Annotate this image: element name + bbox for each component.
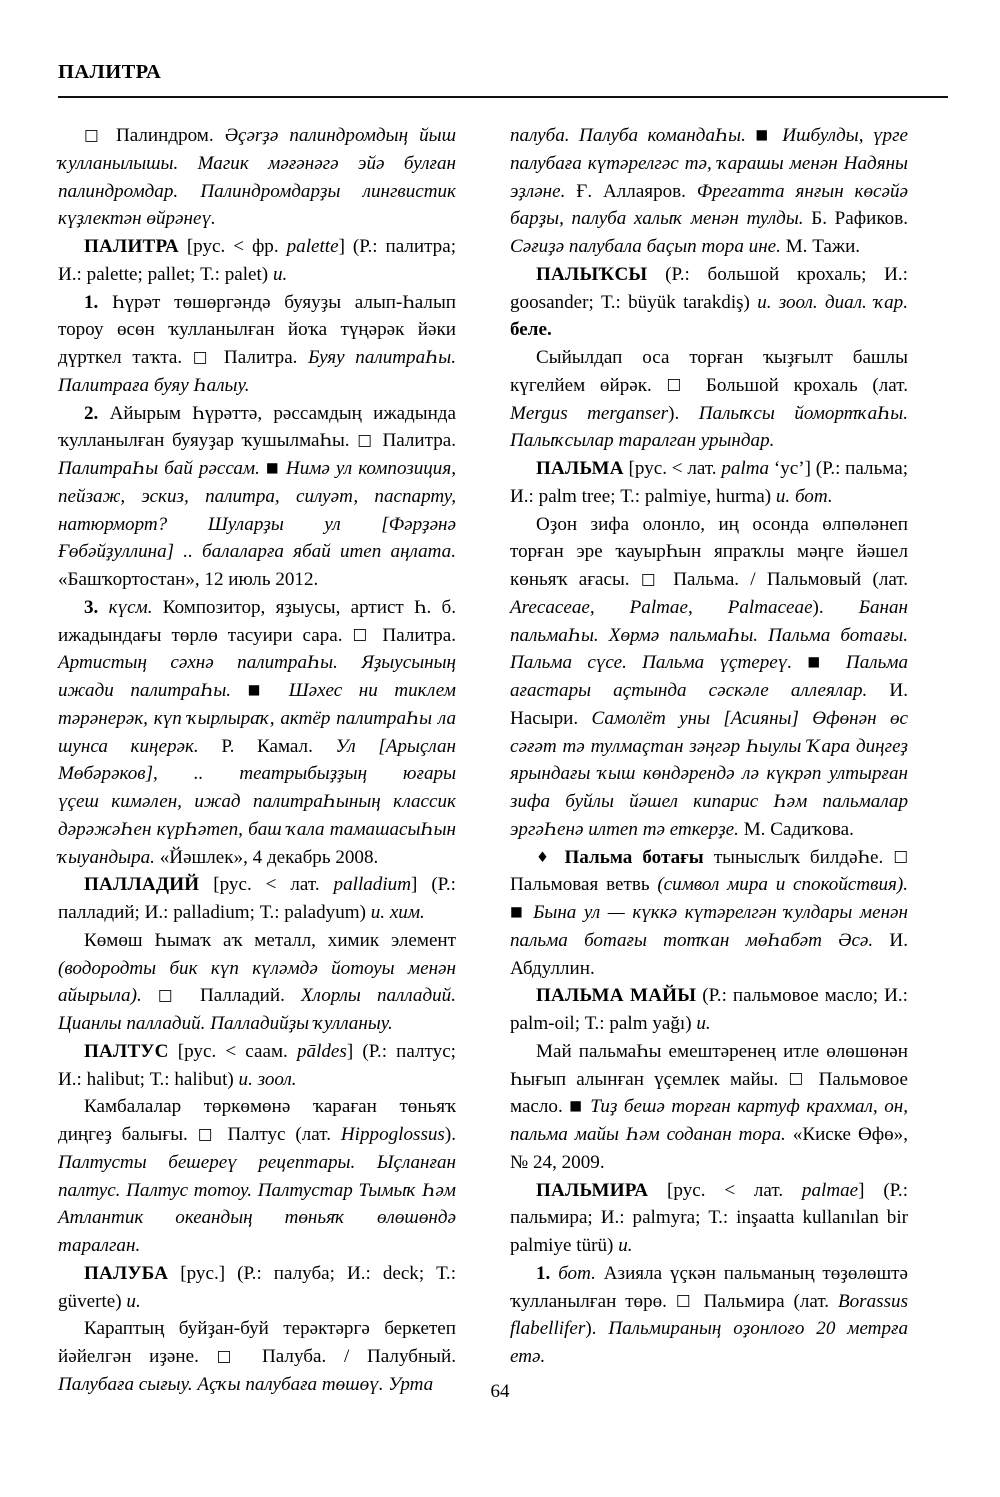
sense-examples: Пальмираның оҙонлоғо 20 метрға етә. [510,1318,908,1367]
latin-name: Mergus merganser [510,402,669,424]
headword-palyksy: ПАЛЫҠСЫ [536,263,648,285]
phraseme-russian-parenthetical: (символ мира и спокойствия). [657,874,909,896]
phraseme-palma-botagy [510,844,908,983]
latin-name: Borassus flabellifer [510,1290,908,1340]
citation-3: Сәғиҙә палубала баçып тора ине. [510,236,781,257]
russian-gloss-tail: ). [668,402,680,424]
crossref-target: беле. [510,319,552,341]
entry-paltus-head [58,1038,456,1094]
russian-gloss-tail: ). [444,1124,457,1145]
russian-gloss-tail: ). [585,1318,597,1340]
citation-source-2: М. Садиҡова. [743,818,854,840]
entry-palladiy-body [58,927,456,1038]
sense-palitra-1 [58,289,456,400]
examples: Хлорлы палладий. Цианлы палладий. Палладийҙы ҡулланыу. [58,985,457,1034]
russian-gloss: Большой крохаль (лат. [705,374,908,396]
equivalents-palma: (Р.: пальма; И.: palm tree; Т.: palmiye, hurma) [510,458,909,507]
sense-citation-source: «Башҡортостан», 12 июль 2012. [58,569,319,590]
etymology-close: ] [346,1040,354,1062]
column-left [58,122,456,1399]
examples: Банан пальмаҺы. Хөрмә пальмаҺы. Пальма ботағы. Пальма сүсе. Пальма үçтереү. [510,596,908,674]
etymology: [рус.] [180,1262,226,1284]
filled-square-marker: ■ [807,654,831,671]
russian-gloss: Палладий. [199,985,285,1007]
etymology-open: [рус. < лат. [667,1179,802,1201]
open-square-marker: □ [84,125,105,144]
russian-gloss: Пальма. / Пальмовый (лат. [673,569,909,590]
citation-source-1: Ғ. Аллаяров. [576,180,686,202]
headword-paluba: ПАЛУБА [84,1262,169,1284]
illustration-examples: Əçәrҙә палиндромдың йыш ҡулланылышы. Магик мәғәнәгә эйә булған палиндромдар. Палиндромдарҙы лингвистик күҙлектән өйрәнеү. [58,125,456,230]
russian-gloss: Пальмовое масло. [510,1068,908,1118]
entry-palma-mayy-head [510,982,908,1038]
entry-paltus-body [58,1093,456,1260]
phraseme-citation-source: И. Абдуллин. [510,929,908,979]
sense-russian-gloss: Палитра. [223,347,298,368]
sense-russian-gloss: Палитра. [382,430,456,452]
phraseme-definition: тыныслыҡ билдәҺе. [713,846,884,868]
sense-definition: Азияла үçкән пальманың төҙөлөштә ҡулланылған төрө. [510,1262,908,1312]
examples: Палтусты бешереү рецептары. Ыçланған палтус. Палтус тотоу. Палтустар Тымыҡ Һәм Атлантик океандың төньяҡ өлөшөндә таралган. [58,1151,456,1256]
citation-2: Фрегатта янғын көсәйә барҙы, палуба халыҡ менән тулды. [510,180,908,230]
etymology-open: [рус. < фр. [186,236,287,257]
grammar-label-paluba: и. [126,1290,141,1312]
russian-gloss-tail: ). [812,596,824,618]
sense-examples: Артистың сәхнә палитраҺы. Яҙыусының ижади палитраҺы. [58,652,456,701]
headword-palladiy: ПАЛЛАДИЙ [84,874,200,896]
entry-palmira-head [510,1177,908,1260]
sense-citation-source-2: «Йәшлек», 4 декабрь 2008. [159,846,379,868]
filled-square-marker: ■ [510,904,526,920]
citation-source-2: Б. Рафиков. [811,208,909,230]
grammar-label-palitra: и. [272,263,288,285]
definition: Сыйылдап оса торған ҡыҙғылт башлы күгелйем өйрәк. [510,347,908,396]
open-square-marker: □ [640,569,662,588]
grammar-label-palma-mayy: и. [696,1013,711,1034]
entry-palyksy-body [510,344,908,455]
equivalents-paltus: (Р.: палтус; И.: halibut; Т.: halibut) [58,1040,456,1090]
open-square-marker: □ [197,1124,218,1143]
citation-2: Самолёт уны [Асияны] Өфөнән өс сәғәт тә тулмаçтан зәңгәр Һыулы Ҡара диңгеҙ ярындағы ҡыш көндәрендә лә күкрәп ултырған зифа буйлы йәшел кипарис Һәм пальмалар эргәҺенә илтеп тә еткерҙе. [510,707,908,840]
open-square-marker: □ [192,347,214,366]
citation-source: «Киске Өфө», № 24, 2009. [510,1124,908,1173]
open-square-marker: □ [666,375,692,394]
equivalents-palmira: (Р.: пальмира; И.: palmyra; Т.: inşaatta kullanılan bir palmiye türü) [510,1179,908,1256]
header-rule [58,96,948,98]
examples: Палыҡсы йомортҡаҺы. Палыҡсылар таралган урындар. [510,402,908,452]
open-square-marker: □ [216,1346,245,1365]
etymology-source-word: palmae [801,1179,859,1201]
open-square-marker: □ [788,1069,809,1087]
russian-gloss: Палтус (лат. [227,1124,341,1145]
sense-palitra-2 [58,400,456,594]
headword-palitra: ПАЛИТРА [84,236,179,257]
entry-paluba-continuation [510,122,908,261]
etymology-open: [рус. < лат. [628,458,722,479]
etymology-open: [рус. < лат. [213,874,334,896]
sense-definition: Айырым Һүрәттә, рәссамдың ижадында ҡулланылған буяуҙар ҡушылмаҺы. [58,402,456,452]
entry-palma-mayy-body [510,1038,908,1177]
phraseme-russian-gloss: Пальмовая ветвь [510,874,658,896]
etymology-source-word: palette [286,236,339,257]
sense-citation-1: Шәхес ни тиклем тәрәнерәк, күп ҡырлыраҡ, актёр палитраҺы ла шунса киңерәк. [58,680,456,757]
sense-palitra-3 [58,594,456,872]
sense-usage-label: күсм. [108,596,153,618]
open-square-marker: □ [352,625,373,643]
definition: Май пальмаҺы емештәренең итле өлөшөнән Һығып алынған үçемлек майы. [510,1040,908,1090]
citation-1: Ишбулды, үрге палубаға күтәрелгәс тә, ҡарашы менән Надяны эҙләне. [510,125,908,202]
sense-number: 1. [536,1262,551,1284]
open-square-marker: □ [893,847,908,865]
definition: Караптың буйҙан-буй терәктәргә беркетеп йәйелгән иҙәне. [58,1318,456,1367]
sense-definition: Һүрәт төшөргәндә буяуҙы алып-Һалып тороу өсөн ҡулланылған йоҡа түңәрәк йәки дүрткел таҡта. [58,291,456,368]
citation: Тиҙ бешә торған картуф крахмал, он, пальма майы Һәм соданан тора. [510,1096,908,1145]
equivalents-palladiy: (Р.: палладий; И.: palladium; Т.: paladyum) [58,874,456,923]
grammar-label-palladiy: и. хим. [370,902,425,923]
latin-name: Hippoglossus [340,1124,445,1145]
filled-square-marker: ■ [755,127,773,143]
citation-source-3: М. Тажи. [785,236,861,257]
sense-definition: Композитор, яҙыусы, артист Һ. б. ижадындағы төрлө тасуири сара. [58,596,456,646]
grammar-label-palmira: и. [618,1235,633,1256]
definition: Камбалалар төркөмөнә ҡараған төньяҡ диңгеҙ балығы. [58,1096,456,1145]
definition: Оҙон зифа олонло, иң осонда өлпөләнеп торған эре ҡауырҺын япраҡлы мәңге йәшел көньяҡ ағасы. [510,513,908,590]
sense-number: 3. [84,596,99,618]
open-square-marker: □ [157,985,184,1004]
sense-citation-source-1: Р. Камал. [221,735,313,757]
entry-palma-head [510,455,908,511]
equivalents-paluba: (Р.: палуба; И.: deck; Т.: güverte) [58,1262,456,1312]
sense-examples: Буяу палитраҺы. Палитраға буяу Һалыу. [58,347,456,396]
entry-palma-body [510,511,908,844]
phraseme-term: Пальма ботағы [564,846,704,868]
sense-examples: ПалитраҺы бай рәссам. [58,458,260,479]
filled-square-marker: ■ [569,1098,584,1115]
grammar-label-palyksy: и. зоол. диал. [757,291,867,313]
headword-palma-mayy: ПАЛЬМА МАЙЫ [536,985,697,1007]
latin-name: Arecaceae, Palmae, Palmaceae [510,596,813,618]
sense-citation-2: Ул [Арыçлан Мөбәрәков], .. театрыбыҙҙың юғары үçеш кимәлен, ижад палитраҺының классик дәрәжәҺен күрҺәтеп, баш ҡала тамашасыҺын ҡыуандыра. [58,735,457,868]
citation-source-1: И. Насыри. [510,680,908,729]
headword-palma: ПАЛЬМА [536,458,624,479]
sense-usage-label: бот. [558,1262,596,1284]
grammar-label-palma: и. бот. [775,485,833,507]
definition: Көмөш Һымаҡ аҡ металл, химик элемент [84,929,456,951]
sense-russian-gloss: Пальмира (лат. [703,1290,838,1312]
examples-end: палуба. Палуба командаҺы. [510,125,746,146]
equivalents-palma-mayy: (Р.: пальмовое масло; И.: palm-oil; Т.: palm yağı) [510,985,908,1034]
etymology-source-word: palma [721,458,770,479]
open-square-marker: □ [675,1291,695,1309]
diamond-marker: ♦ [536,849,555,866]
etymology-close: ] [858,1179,865,1201]
examples-start: Палубаға сығыу. Аçҡы палубаға төшөү. Урта [58,1373,434,1395]
page-number: 64 [490,1381,510,1402]
equivalents-palitra: (Р.: палитра; И.: palette; pallet; Т.: palet) [58,236,457,285]
entry-paluba-head [58,1260,456,1316]
running-head [58,62,948,84]
etymology-close: ] [411,874,418,896]
etymology-close: ] [338,236,345,257]
entry-palyksy-head [510,261,908,344]
etymology-source-word: pāldes [296,1040,347,1062]
filled-square-marker: ■ [247,682,273,698]
sense-number: 2. [84,402,99,424]
column-right [510,122,908,1371]
citation-1: Пальма ағастары аçтында сәскәле аллеялар. [510,652,908,701]
sense-palmira-1 [510,1260,908,1371]
grammar-label-paltus: и. зоол. [238,1068,297,1090]
sense-citation: Нимә ул композиция, пейзаж, эскиз, палитра, силуәт, паспарту, натюрморт? Шуларҙы ул [Фәрҙәнә Ғөбәйҙуллина] .. балаларға ябай итеп аңлата. [58,458,456,563]
entry-palladiy-head [58,871,456,927]
entry-palitra-head [58,233,456,289]
sense-number: 1. [84,291,99,313]
filled-square-marker: ■ [265,460,280,476]
illustration-palindrom [58,122,456,233]
running-head-title: ПАЛИТРА [58,61,162,83]
etymology-source-word: palladium [333,874,411,896]
open-square-marker: □ [357,430,375,449]
headword-palmira: ПАЛЬМИРА [536,1179,649,1201]
phraseme-citation: Бына ул — күккә күтәрелгән ҡулдары менән пальма ботағы тотҡан мөҺабәт Əсә. [510,902,908,951]
etymology-close: ‘ус’] [769,458,811,479]
russian-gloss: Палуба. / Палубный. [262,1346,457,1367]
illustration-gloss: Палиндром. [115,125,214,146]
crossref-label: ҡар. [874,291,908,313]
equivalents-palyksy: (Р.: большой крохаль; И.: goosander; Т.: büyük tarakdiş) [510,263,908,313]
headword-paltus: ПАЛТУС [84,1040,169,1062]
definition-parenthetical: (водородты бик күп күләмдә йотоуы менән айырыла). [58,957,456,1007]
sense-russian-gloss: Палитра. [382,624,456,646]
etymology-open: [рус. < саам. [177,1040,297,1062]
